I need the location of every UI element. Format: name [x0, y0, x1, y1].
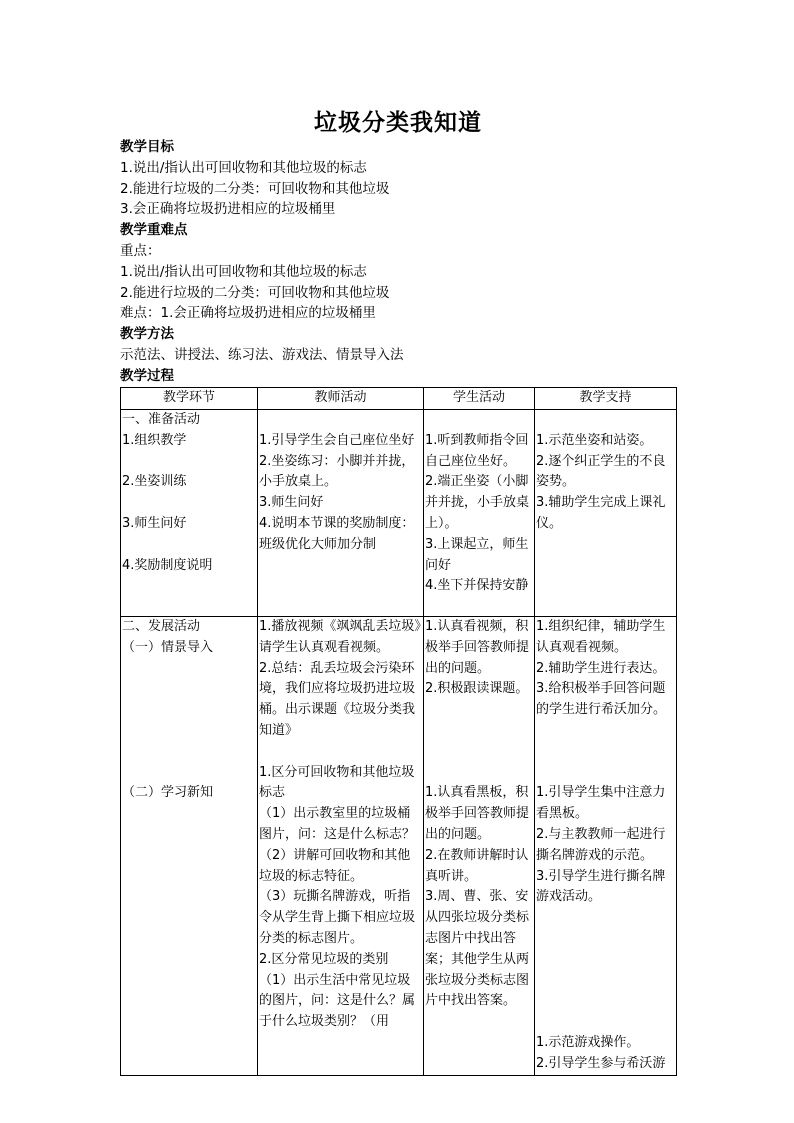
cell-line: 2.总结：乱丢垃圾会污染环境，我们应将垃圾扔进垃圾桶。出示课题《垃圾分类我知道》 — [259, 660, 416, 738]
column-header: 教学支持 — [535, 388, 677, 410]
cell-line — [122, 452, 256, 473]
body-line: 3.会正确将垃圾扔进相应的垃圾桶里 — [120, 201, 336, 218]
cell-line: 1.播放视频《飒飒乱丢垃圾》请学生认真观看视频。 — [259, 619, 421, 655]
cell-line — [122, 659, 256, 680]
cell-line — [536, 991, 675, 1012]
cell-line: 2.坐姿练习：小脚并并拢，小手放桌上。 — [259, 453, 415, 490]
cell-line — [425, 410, 533, 431]
cell-line: （1）出示教室里的垃圾桶图片，问：这是什么标志？ — [259, 806, 416, 842]
cell-line: 4.说明本节课的奖励制度：班级优化大师加分制 — [259, 515, 415, 552]
cell-line: 2.坐姿训练 — [122, 474, 187, 490]
body-line: 1.说出/指认出可回收物和其他垃圾的标志 — [120, 159, 367, 176]
cell-line: 3.引导学生进行撕名牌游戏活动。 — [536, 868, 666, 905]
cell-line: 1.组织教学 — [122, 432, 187, 448]
cell-line: （1）出示生活中常见垃圾的图片，问：这是什么？属于什么垃圾类别？（用 — [259, 972, 416, 1030]
table-cell — [258, 617, 424, 1076]
cell-line: （一）情景导入 — [122, 639, 214, 655]
cell-line: 3.上课起立，师生问好 — [425, 536, 529, 573]
cell-line — [122, 742, 256, 763]
cell-line: 2.引导学生参与希沃游 — [536, 1055, 666, 1071]
cell-line: 1.组织纪律，辅助学生认真观看视频。 — [536, 619, 666, 655]
cell-line: 1.区分可回收物和其他垃圾标志 — [259, 764, 415, 801]
cell-line — [536, 410, 675, 431]
document-title: 垃圾分类我知道 — [314, 110, 482, 136]
section-heading: 教学方法 — [120, 326, 174, 343]
cell-line: 2.区分常见垃圾的类别 — [259, 951, 389, 967]
cell-line: 2.与主教教师一起进行撕名牌游戏的示范。 — [536, 826, 666, 863]
cell-line: 二、发展活动 — [122, 619, 201, 634]
cell-line — [259, 742, 422, 763]
cell-line — [536, 908, 675, 929]
body-line: 难点：1.会正确将垃圾扔进相应的垃圾桶里 — [120, 305, 376, 322]
cell-line — [122, 763, 256, 784]
cell-line: 4.坐下并保持安静 — [425, 578, 529, 594]
cell-line: 2.端正坐姿（小脚并并拢，小手放桌上）。 — [425, 474, 530, 531]
table-row — [121, 410, 677, 617]
cell-line — [425, 763, 533, 784]
cell-line: 2.积极跟读课题。 — [425, 681, 529, 697]
section-heading: 教学重难点 — [120, 222, 188, 239]
cell-line: 3.师生问好 — [122, 515, 187, 531]
body-line: 2.能进行垃圾的二分类：可回收物和其他垃圾 — [120, 284, 390, 301]
cell-line: 3.周、曹、张、安从四张垃圾分类标志图片中找出答案；其他学生从两张垃圾分类标志图片中找出答案。 — [425, 889, 530, 1009]
cell-line: 2.在教师讲解时认真听讲。 — [425, 847, 529, 884]
section-heading: 教学目标 — [120, 139, 174, 155]
cell-line — [536, 971, 675, 992]
teaching-process-table — [120, 387, 677, 1076]
cell-line — [425, 721, 533, 742]
cell-line: 2.逐个纠正学生的不良姿势。 — [536, 453, 666, 490]
cell-line: 1.引导学生集中注意力看黑板。 — [536, 785, 666, 822]
cell-line: 4.奖励制度说明 — [122, 557, 213, 573]
cell-line — [425, 742, 533, 763]
cell-line — [536, 763, 675, 784]
cell-line: （3）玩撕名牌游戏，听指令从学生背上撕下相应垃圾分类的标志图片。 — [259, 889, 416, 946]
table-cell — [424, 410, 535, 617]
cell-line — [122, 721, 256, 742]
cell-line: 1.听到教师指令回自己座位坐好。 — [425, 432, 529, 469]
intro-section — [120, 137, 676, 387]
body-line: 示范法、讲授法、练习法、游戏法、情景导入法 — [120, 346, 404, 363]
body-line: 2.能进行垃圾的二分类：可回收物和其他垃圾 — [120, 180, 390, 197]
cell-line: 1.示范坐姿和站姿。 — [536, 432, 653, 448]
body-line: 1.说出/指认出可回收物和其他垃圾的标志 — [120, 263, 367, 280]
table-cell — [535, 410, 677, 617]
cell-line: 1.认真看黑板，积极举手回答教师提出的问题。 — [425, 785, 530, 842]
section-heading: 教学过程 — [120, 367, 174, 384]
cell-line — [122, 493, 256, 514]
cell-line — [425, 700, 533, 721]
cell-line — [536, 929, 675, 950]
cell-line — [536, 742, 675, 763]
cell-line: 3.辅助学生完成上课礼仪。 — [536, 495, 666, 531]
cell-line — [259, 410, 422, 431]
cell-line: 3.师生问好 — [259, 495, 324, 511]
cell-line: 1.示范游戏操作。 — [536, 1034, 640, 1050]
cell-line — [536, 1012, 675, 1033]
table-row — [121, 617, 677, 1076]
table-cell — [121, 617, 258, 1076]
cell-line — [536, 950, 675, 971]
cell-line: （二）学习新知 — [122, 785, 214, 801]
cell-line: 一、准备活动 — [122, 412, 201, 427]
cell-line: （2）讲解可回收物和其他垃圾的标志特征。 — [259, 847, 411, 884]
cell-line — [122, 700, 256, 721]
body-line: 重点： — [120, 242, 161, 259]
cell-line: 1.引导学生会自己座位坐好 — [259, 432, 415, 448]
column-header: 教学环节 — [121, 388, 258, 410]
cell-line: 3.给积极举手回答问题的学生进行希沃加分。 — [536, 681, 667, 718]
cell-line: 2.辅助学生进行表达。 — [536, 660, 666, 676]
cell-line — [122, 679, 256, 700]
table-cell — [258, 410, 424, 617]
table-header-row — [121, 388, 677, 410]
cell-line: 1.认真看视频，积极举手回答教师提出的问题。 — [425, 619, 530, 676]
column-header: 学生活动 — [424, 388, 535, 410]
cell-line — [536, 721, 675, 742]
cell-line — [122, 535, 256, 556]
table-cell — [121, 410, 258, 617]
column-header: 教师活动 — [258, 388, 424, 410]
table-cell — [424, 617, 535, 1076]
table-cell — [535, 617, 677, 1076]
